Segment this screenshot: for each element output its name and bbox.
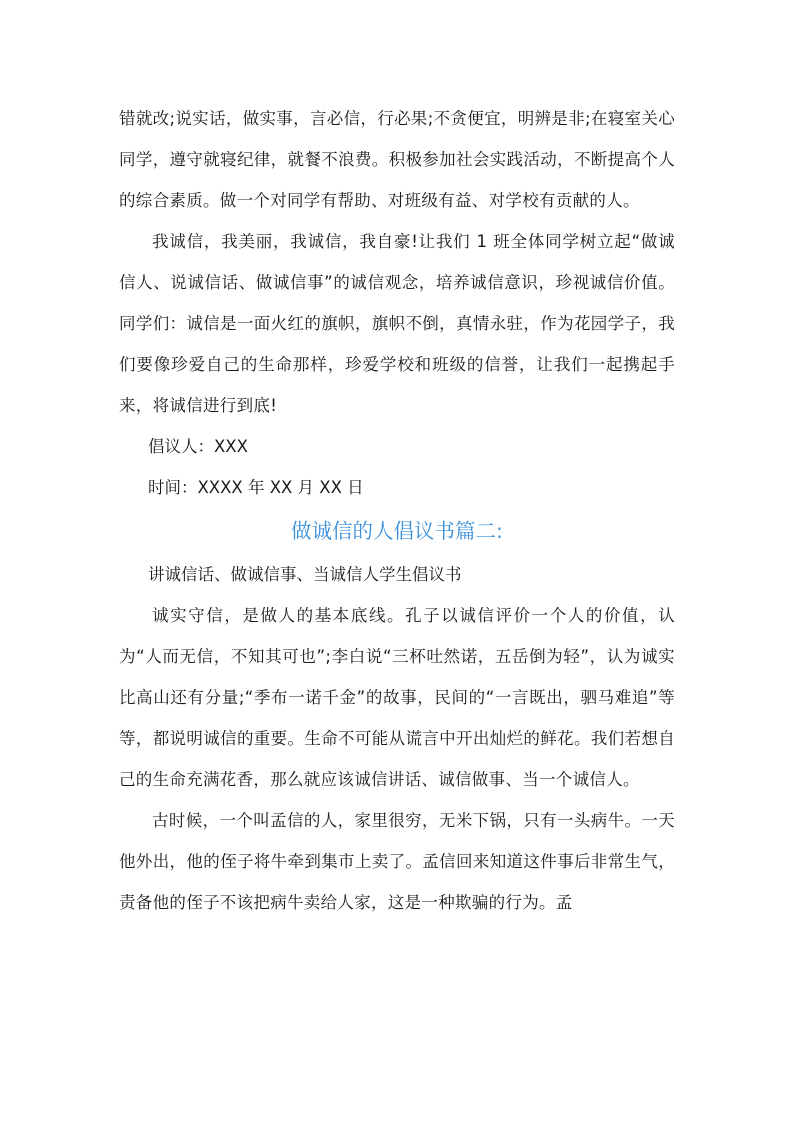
document-page (119, 98, 675, 923)
paragraph-intro-continuation: 错就改;说实话，做实事，言必信，行必果;不贪便宜，明辨是非;在寝室关心同学，遵守就寝纪律，就餐不浪费。积极参加社会实践活动，不断提高个人的综合素质。做一个对同学有帮助、对班级有益、对学校有贡献的人。 (119, 109, 675, 210)
paragraph-story: 古时候，一个叫孟信的人，家里很穷，无米下锅，只有一头病牛。一天他外出，他的侄子将牛牵到集市上卖了。孟信回来知道这件事后非常生气，责备他的侄子不该把病牛卖给人家，这是一种欺骗的行为。孟 (119, 811, 675, 912)
section-heading: 做诚信的人倡议书篇二: (291, 519, 503, 543)
paragraph-honesty: 诚实守信，是做人的基本底线。孔子以诚信评价一个人的价值，认为“人而无信，不知其可也”;李白说“三杯吐然诺，五岳倒为轻”，认为诚实比高山还有分量;“季布一诺千金”的故事，民间的“一言既出，驷马难追”等等，都说明诚信的重要。生命不可能从谎言中开出灿烂的鲜花。我们若想自己的生命充满花香，那么就应该诚信讲话、诚信做事、当一个诚信人。 (119, 606, 675, 789)
paragraph-call-to-action: 我诚信，我美丽，我诚信，我自豪!让我们 1 班全体同学树立起“做诚信人、说诚信话、做诚信事”的诚信观念，培养诚信意识，珍视诚信价值。同学们：诚信是一面火红的旗帜，旗帜不倒，真情永驻，作为花园学子，我们要像珍爱自己的生命那样，珍爱学校和班级的信誉，让我们一起携起手来，将诚信进行到底! (119, 232, 675, 415)
date-line: 时间：XXXX 年 XX 月 XX 日 (148, 478, 364, 497)
proposer-line: 倡议人：XXX (148, 437, 248, 456)
section-subtitle: 讲诚信话、做诚信事、当诚信人学生倡议书 (148, 565, 462, 584)
